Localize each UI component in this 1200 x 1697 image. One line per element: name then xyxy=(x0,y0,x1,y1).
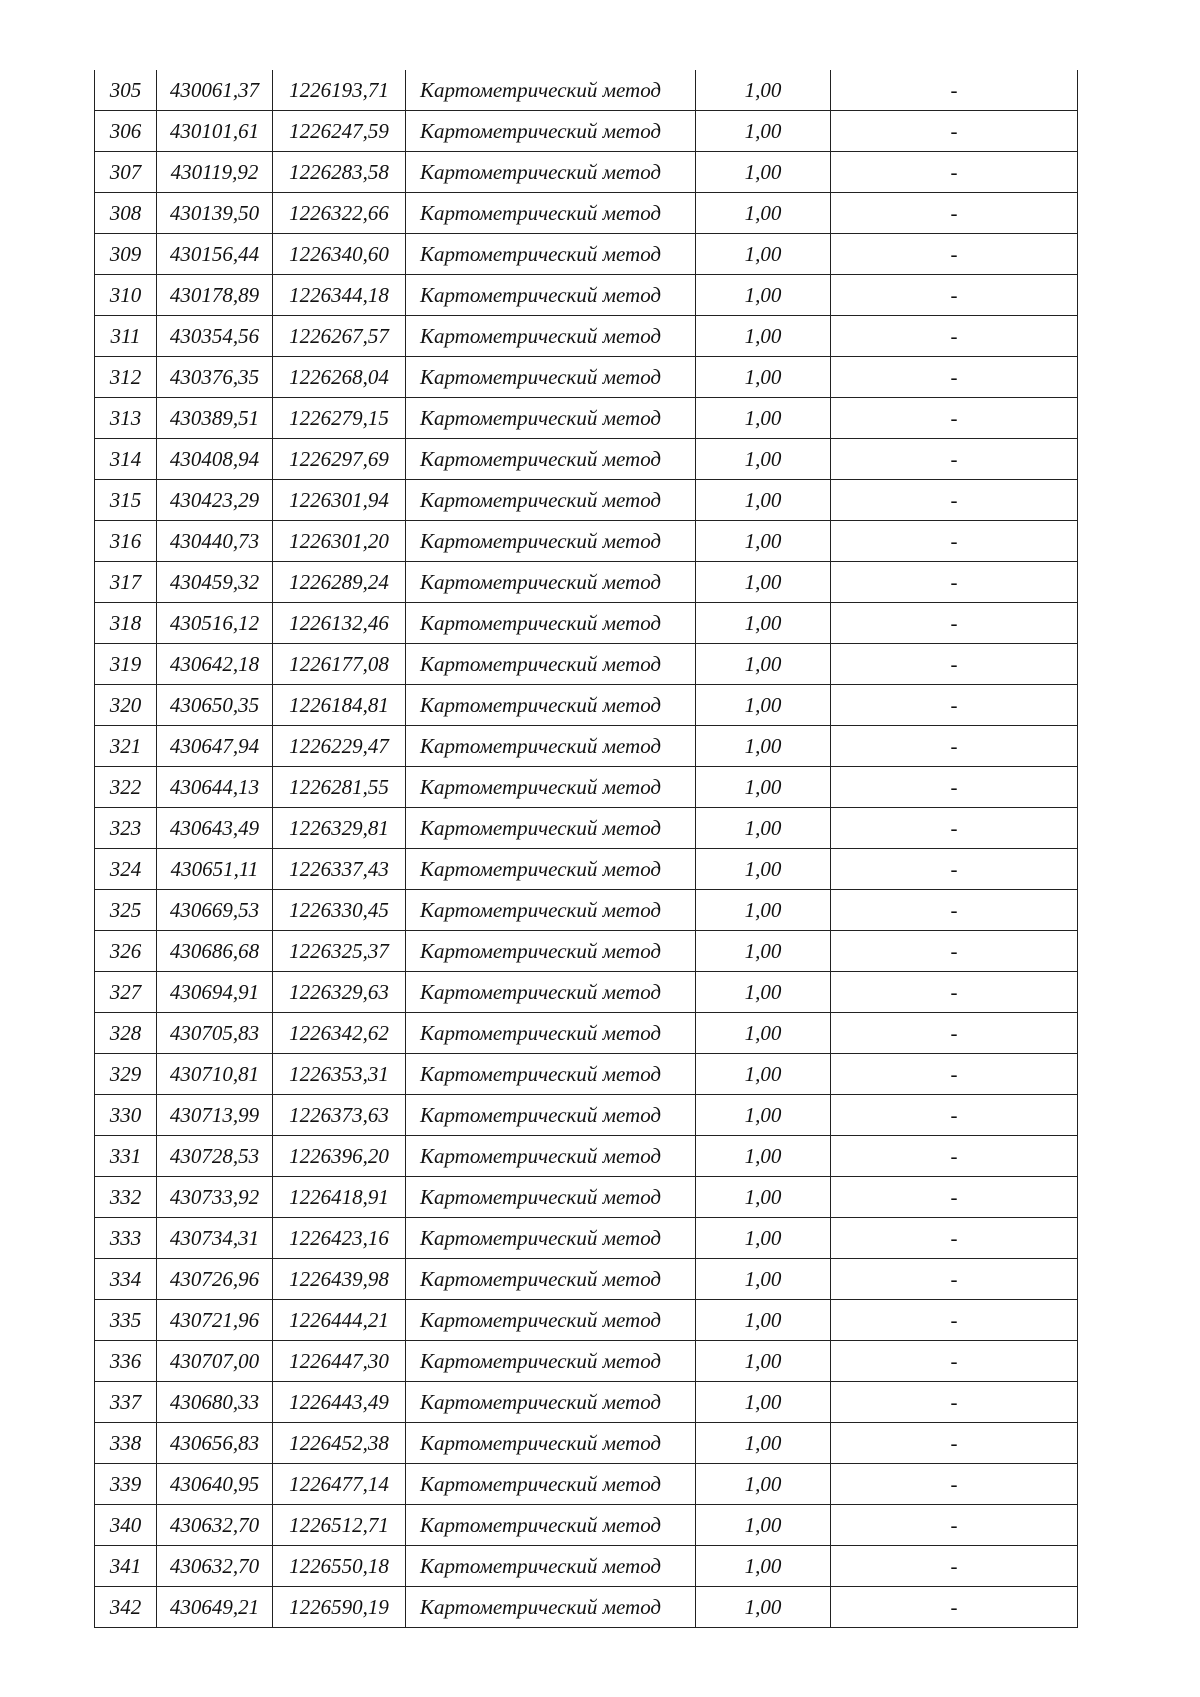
table-row xyxy=(95,1054,1078,1095)
point-number-cell: 311 xyxy=(95,316,157,357)
x-coordinate-cell: 430705,83 xyxy=(157,1013,273,1054)
method-cell: Картометрический метод xyxy=(406,316,696,357)
method-cell: Картометрический метод xyxy=(406,1587,696,1628)
note-cell: - xyxy=(831,234,1078,275)
note-cell: - xyxy=(831,1054,1078,1095)
accuracy-cell: 1,00 xyxy=(696,1095,831,1136)
table-row xyxy=(95,1177,1078,1218)
point-number-cell: 306 xyxy=(95,111,157,152)
accuracy-cell: 1,00 xyxy=(696,152,831,193)
y-coordinate-cell: 1226177,08 xyxy=(273,644,406,685)
table-row xyxy=(95,1423,1078,1464)
point-number-cell: 332 xyxy=(95,1177,157,1218)
method-cell: Картометрический метод xyxy=(406,1259,696,1300)
x-coordinate-cell: 430632,70 xyxy=(157,1546,273,1587)
note-cell: - xyxy=(831,685,1078,726)
table-row xyxy=(95,890,1078,931)
accuracy-cell: 1,00 xyxy=(696,972,831,1013)
table-row xyxy=(95,1218,1078,1259)
note-cell: - xyxy=(831,726,1078,767)
accuracy-cell: 1,00 xyxy=(696,480,831,521)
method-cell: Картометрический метод xyxy=(406,726,696,767)
note-cell: - xyxy=(831,1095,1078,1136)
point-number-cell: 330 xyxy=(95,1095,157,1136)
table-row xyxy=(95,1300,1078,1341)
method-cell: Картометрический метод xyxy=(406,562,696,603)
accuracy-cell: 1,00 xyxy=(696,521,831,562)
note-cell: - xyxy=(831,1300,1078,1341)
y-coordinate-cell: 1226550,18 xyxy=(273,1546,406,1587)
accuracy-cell: 1,00 xyxy=(696,1587,831,1628)
note-cell: - xyxy=(831,1259,1078,1300)
x-coordinate-cell: 430669,53 xyxy=(157,890,273,931)
note-cell: - xyxy=(831,644,1078,685)
x-coordinate-cell: 430389,51 xyxy=(157,398,273,439)
method-cell: Картометрический метод xyxy=(406,808,696,849)
note-cell: - xyxy=(831,972,1078,1013)
note-cell: - xyxy=(831,767,1078,808)
note-cell: - xyxy=(831,1218,1078,1259)
method-cell: Картометрический метод xyxy=(406,1095,696,1136)
y-coordinate-cell: 1226418,91 xyxy=(273,1177,406,1218)
point-number-cell: 310 xyxy=(95,275,157,316)
y-coordinate-cell: 1226452,38 xyxy=(273,1423,406,1464)
table-row xyxy=(95,685,1078,726)
x-coordinate-cell: 430651,11 xyxy=(157,849,273,890)
table-row xyxy=(95,234,1078,275)
x-coordinate-cell: 430686,68 xyxy=(157,931,273,972)
method-cell: Картометрический метод xyxy=(406,1013,696,1054)
table-row xyxy=(95,521,1078,562)
note-cell: - xyxy=(831,1382,1078,1423)
note-cell: - xyxy=(831,1464,1078,1505)
accuracy-cell: 1,00 xyxy=(696,234,831,275)
note-cell: - xyxy=(831,521,1078,562)
method-cell: Картометрический метод xyxy=(406,890,696,931)
method-cell: Картометрический метод xyxy=(406,1546,696,1587)
table-row xyxy=(95,562,1078,603)
point-number-cell: 340 xyxy=(95,1505,157,1546)
method-cell: Картометрический метод xyxy=(406,603,696,644)
method-cell: Картометрический метод xyxy=(406,1382,696,1423)
accuracy-cell: 1,00 xyxy=(696,357,831,398)
y-coordinate-cell: 1226444,21 xyxy=(273,1300,406,1341)
point-number-cell: 320 xyxy=(95,685,157,726)
point-number-cell: 329 xyxy=(95,1054,157,1095)
accuracy-cell: 1,00 xyxy=(696,275,831,316)
point-number-cell: 334 xyxy=(95,1259,157,1300)
table-row xyxy=(95,1464,1078,1505)
point-number-cell: 305 xyxy=(95,70,157,111)
method-cell: Картометрический метод xyxy=(406,521,696,562)
y-coordinate-cell: 1226329,63 xyxy=(273,972,406,1013)
point-number-cell: 333 xyxy=(95,1218,157,1259)
x-coordinate-cell: 430650,35 xyxy=(157,685,273,726)
accuracy-cell: 1,00 xyxy=(696,1054,831,1095)
x-coordinate-cell: 430707,00 xyxy=(157,1341,273,1382)
method-cell: Картометрический метод xyxy=(406,849,696,890)
table-row xyxy=(95,1013,1078,1054)
accuracy-cell: 1,00 xyxy=(696,1300,831,1341)
note-cell: - xyxy=(831,1546,1078,1587)
note-cell: - xyxy=(831,1341,1078,1382)
accuracy-cell: 1,00 xyxy=(696,1505,831,1546)
table-row xyxy=(95,152,1078,193)
x-coordinate-cell: 430119,92 xyxy=(157,152,273,193)
table-row xyxy=(95,931,1078,972)
method-cell: Картометрический метод xyxy=(406,480,696,521)
note-cell: - xyxy=(831,603,1078,644)
point-number-cell: 309 xyxy=(95,234,157,275)
accuracy-cell: 1,00 xyxy=(696,1423,831,1464)
method-cell: Картометрический метод xyxy=(406,398,696,439)
method-cell: Картометрический метод xyxy=(406,1464,696,1505)
coordinates-table-body xyxy=(95,70,1078,1628)
y-coordinate-cell: 1226247,59 xyxy=(273,111,406,152)
y-coordinate-cell: 1226353,31 xyxy=(273,1054,406,1095)
x-coordinate-cell: 430101,61 xyxy=(157,111,273,152)
accuracy-cell: 1,00 xyxy=(696,111,831,152)
y-coordinate-cell: 1226340,60 xyxy=(273,234,406,275)
note-cell: - xyxy=(831,316,1078,357)
y-coordinate-cell: 1226447,30 xyxy=(273,1341,406,1382)
y-coordinate-cell: 1226477,14 xyxy=(273,1464,406,1505)
point-number-cell: 327 xyxy=(95,972,157,1013)
note-cell: - xyxy=(831,480,1078,521)
y-coordinate-cell: 1226423,16 xyxy=(273,1218,406,1259)
table-row xyxy=(95,398,1078,439)
x-coordinate-cell: 430656,83 xyxy=(157,1423,273,1464)
note-cell: - xyxy=(831,931,1078,972)
accuracy-cell: 1,00 xyxy=(696,1218,831,1259)
point-number-cell: 307 xyxy=(95,152,157,193)
y-coordinate-cell: 1226344,18 xyxy=(273,275,406,316)
point-number-cell: 316 xyxy=(95,521,157,562)
x-coordinate-cell: 430459,32 xyxy=(157,562,273,603)
y-coordinate-cell: 1226184,81 xyxy=(273,685,406,726)
point-number-cell: 324 xyxy=(95,849,157,890)
point-number-cell: 336 xyxy=(95,1341,157,1382)
y-coordinate-cell: 1226283,58 xyxy=(273,152,406,193)
y-coordinate-cell: 1226337,43 xyxy=(273,849,406,890)
x-coordinate-cell: 430680,33 xyxy=(157,1382,273,1423)
table-row xyxy=(95,1259,1078,1300)
y-coordinate-cell: 1226268,04 xyxy=(273,357,406,398)
x-coordinate-cell: 430640,95 xyxy=(157,1464,273,1505)
x-coordinate-cell: 430632,70 xyxy=(157,1505,273,1546)
x-coordinate-cell: 430710,81 xyxy=(157,1054,273,1095)
method-cell: Картометрический метод xyxy=(406,1341,696,1382)
table-row xyxy=(95,111,1078,152)
point-number-cell: 335 xyxy=(95,1300,157,1341)
accuracy-cell: 1,00 xyxy=(696,1177,831,1218)
x-coordinate-cell: 430376,35 xyxy=(157,357,273,398)
note-cell: - xyxy=(831,1013,1078,1054)
note-cell: - xyxy=(831,357,1078,398)
method-cell: Картометрический метод xyxy=(406,931,696,972)
point-number-cell: 312 xyxy=(95,357,157,398)
method-cell: Картометрический метод xyxy=(406,767,696,808)
table-row xyxy=(95,849,1078,890)
accuracy-cell: 1,00 xyxy=(696,1382,831,1423)
method-cell: Картометрический метод xyxy=(406,1136,696,1177)
accuracy-cell: 1,00 xyxy=(696,1013,831,1054)
method-cell: Картометрический метод xyxy=(406,439,696,480)
y-coordinate-cell: 1226267,57 xyxy=(273,316,406,357)
table-row xyxy=(95,726,1078,767)
y-coordinate-cell: 1226279,15 xyxy=(273,398,406,439)
method-cell: Картометрический метод xyxy=(406,1423,696,1464)
accuracy-cell: 1,00 xyxy=(696,398,831,439)
table-row xyxy=(95,480,1078,521)
y-coordinate-cell: 1226325,37 xyxy=(273,931,406,972)
y-coordinate-cell: 1226396,20 xyxy=(273,1136,406,1177)
x-coordinate-cell: 430156,44 xyxy=(157,234,273,275)
x-coordinate-cell: 430643,49 xyxy=(157,808,273,849)
table-row xyxy=(95,275,1078,316)
accuracy-cell: 1,00 xyxy=(696,1136,831,1177)
y-coordinate-cell: 1226439,98 xyxy=(273,1259,406,1300)
note-cell: - xyxy=(831,562,1078,603)
y-coordinate-cell: 1226512,71 xyxy=(273,1505,406,1546)
point-number-cell: 308 xyxy=(95,193,157,234)
table-row xyxy=(95,1136,1078,1177)
x-coordinate-cell: 430644,13 xyxy=(157,767,273,808)
accuracy-cell: 1,00 xyxy=(696,439,831,480)
x-coordinate-cell: 430354,56 xyxy=(157,316,273,357)
method-cell: Картометрический метод xyxy=(406,275,696,316)
accuracy-cell: 1,00 xyxy=(696,890,831,931)
note-cell: - xyxy=(831,398,1078,439)
accuracy-cell: 1,00 xyxy=(696,1464,831,1505)
table-row xyxy=(95,644,1078,685)
point-number-cell: 314 xyxy=(95,439,157,480)
point-number-cell: 325 xyxy=(95,890,157,931)
y-coordinate-cell: 1226330,45 xyxy=(273,890,406,931)
note-cell: - xyxy=(831,890,1078,931)
method-cell: Картометрический метод xyxy=(406,193,696,234)
point-number-cell: 331 xyxy=(95,1136,157,1177)
point-number-cell: 313 xyxy=(95,398,157,439)
table-row xyxy=(95,972,1078,1013)
y-coordinate-cell: 1226132,46 xyxy=(273,603,406,644)
y-coordinate-cell: 1226443,49 xyxy=(273,1382,406,1423)
x-coordinate-cell: 430642,18 xyxy=(157,644,273,685)
accuracy-cell: 1,00 xyxy=(696,931,831,972)
method-cell: Картометрический метод xyxy=(406,111,696,152)
x-coordinate-cell: 430713,99 xyxy=(157,1095,273,1136)
accuracy-cell: 1,00 xyxy=(696,193,831,234)
table-row xyxy=(95,603,1078,644)
y-coordinate-cell: 1226281,55 xyxy=(273,767,406,808)
point-number-cell: 326 xyxy=(95,931,157,972)
method-cell: Картометрический метод xyxy=(406,972,696,1013)
accuracy-cell: 1,00 xyxy=(696,767,831,808)
note-cell: - xyxy=(831,70,1078,111)
method-cell: Картометрический метод xyxy=(406,70,696,111)
point-number-cell: 315 xyxy=(95,480,157,521)
table-row xyxy=(95,1505,1078,1546)
x-coordinate-cell: 430408,94 xyxy=(157,439,273,480)
y-coordinate-cell: 1226322,66 xyxy=(273,193,406,234)
accuracy-cell: 1,00 xyxy=(696,70,831,111)
y-coordinate-cell: 1226193,71 xyxy=(273,70,406,111)
table-row xyxy=(95,357,1078,398)
y-coordinate-cell: 1226297,69 xyxy=(273,439,406,480)
table-row xyxy=(95,316,1078,357)
y-coordinate-cell: 1226329,81 xyxy=(273,808,406,849)
method-cell: Картометрический метод xyxy=(406,685,696,726)
table-row xyxy=(95,439,1078,480)
point-number-cell: 318 xyxy=(95,603,157,644)
x-coordinate-cell: 430423,29 xyxy=(157,480,273,521)
accuracy-cell: 1,00 xyxy=(696,726,831,767)
accuracy-cell: 1,00 xyxy=(696,562,831,603)
x-coordinate-cell: 430649,21 xyxy=(157,1587,273,1628)
note-cell: - xyxy=(831,808,1078,849)
point-number-cell: 319 xyxy=(95,644,157,685)
note-cell: - xyxy=(831,193,1078,234)
note-cell: - xyxy=(831,152,1078,193)
accuracy-cell: 1,00 xyxy=(696,644,831,685)
x-coordinate-cell: 430516,12 xyxy=(157,603,273,644)
x-coordinate-cell: 430733,92 xyxy=(157,1177,273,1218)
x-coordinate-cell: 430734,31 xyxy=(157,1218,273,1259)
y-coordinate-cell: 1226342,62 xyxy=(273,1013,406,1054)
point-number-cell: 342 xyxy=(95,1587,157,1628)
method-cell: Картометрический метод xyxy=(406,1054,696,1095)
x-coordinate-cell: 430721,96 xyxy=(157,1300,273,1341)
point-number-cell: 317 xyxy=(95,562,157,603)
method-cell: Картометрический метод xyxy=(406,1300,696,1341)
accuracy-cell: 1,00 xyxy=(696,849,831,890)
note-cell: - xyxy=(831,439,1078,480)
point-number-cell: 339 xyxy=(95,1464,157,1505)
note-cell: - xyxy=(831,1505,1078,1546)
method-cell: Картометрический метод xyxy=(406,1177,696,1218)
table-row xyxy=(95,1382,1078,1423)
point-number-cell: 322 xyxy=(95,767,157,808)
x-coordinate-cell: 430178,89 xyxy=(157,275,273,316)
accuracy-cell: 1,00 xyxy=(696,603,831,644)
method-cell: Картометрический метод xyxy=(406,1218,696,1259)
point-number-cell: 337 xyxy=(95,1382,157,1423)
y-coordinate-cell: 1226590,19 xyxy=(273,1587,406,1628)
accuracy-cell: 1,00 xyxy=(696,685,831,726)
note-cell: - xyxy=(831,1136,1078,1177)
y-coordinate-cell: 1226229,47 xyxy=(273,726,406,767)
coordinates-table xyxy=(94,70,1078,1628)
table-row xyxy=(95,70,1078,111)
table-row xyxy=(95,1095,1078,1136)
point-number-cell: 341 xyxy=(95,1546,157,1587)
x-coordinate-cell: 430726,96 xyxy=(157,1259,273,1300)
point-number-cell: 321 xyxy=(95,726,157,767)
point-number-cell: 338 xyxy=(95,1423,157,1464)
point-number-cell: 328 xyxy=(95,1013,157,1054)
table-row xyxy=(95,1341,1078,1382)
accuracy-cell: 1,00 xyxy=(696,1546,831,1587)
x-coordinate-cell: 430647,94 xyxy=(157,726,273,767)
note-cell: - xyxy=(831,275,1078,316)
note-cell: - xyxy=(831,1423,1078,1464)
y-coordinate-cell: 1226373,63 xyxy=(273,1095,406,1136)
table-row xyxy=(95,808,1078,849)
x-coordinate-cell: 430694,91 xyxy=(157,972,273,1013)
y-coordinate-cell: 1226289,24 xyxy=(273,562,406,603)
accuracy-cell: 1,00 xyxy=(696,316,831,357)
note-cell: - xyxy=(831,849,1078,890)
table-row xyxy=(95,1587,1078,1628)
accuracy-cell: 1,00 xyxy=(696,1259,831,1300)
method-cell: Картометрический метод xyxy=(406,357,696,398)
method-cell: Картометрический метод xyxy=(406,1505,696,1546)
note-cell: - xyxy=(831,1177,1078,1218)
x-coordinate-cell: 430139,50 xyxy=(157,193,273,234)
x-coordinate-cell: 430728,53 xyxy=(157,1136,273,1177)
table-row xyxy=(95,193,1078,234)
accuracy-cell: 1,00 xyxy=(696,1341,831,1382)
method-cell: Картометрический метод xyxy=(406,234,696,275)
y-coordinate-cell: 1226301,20 xyxy=(273,521,406,562)
note-cell: - xyxy=(831,111,1078,152)
table-row xyxy=(95,767,1078,808)
table-row xyxy=(95,1546,1078,1587)
method-cell: Картометрический метод xyxy=(406,152,696,193)
note-cell: - xyxy=(831,1587,1078,1628)
x-coordinate-cell: 430061,37 xyxy=(157,70,273,111)
method-cell: Картометрический метод xyxy=(406,644,696,685)
x-coordinate-cell: 430440,73 xyxy=(157,521,273,562)
y-coordinate-cell: 1226301,94 xyxy=(273,480,406,521)
accuracy-cell: 1,00 xyxy=(696,808,831,849)
point-number-cell: 323 xyxy=(95,808,157,849)
